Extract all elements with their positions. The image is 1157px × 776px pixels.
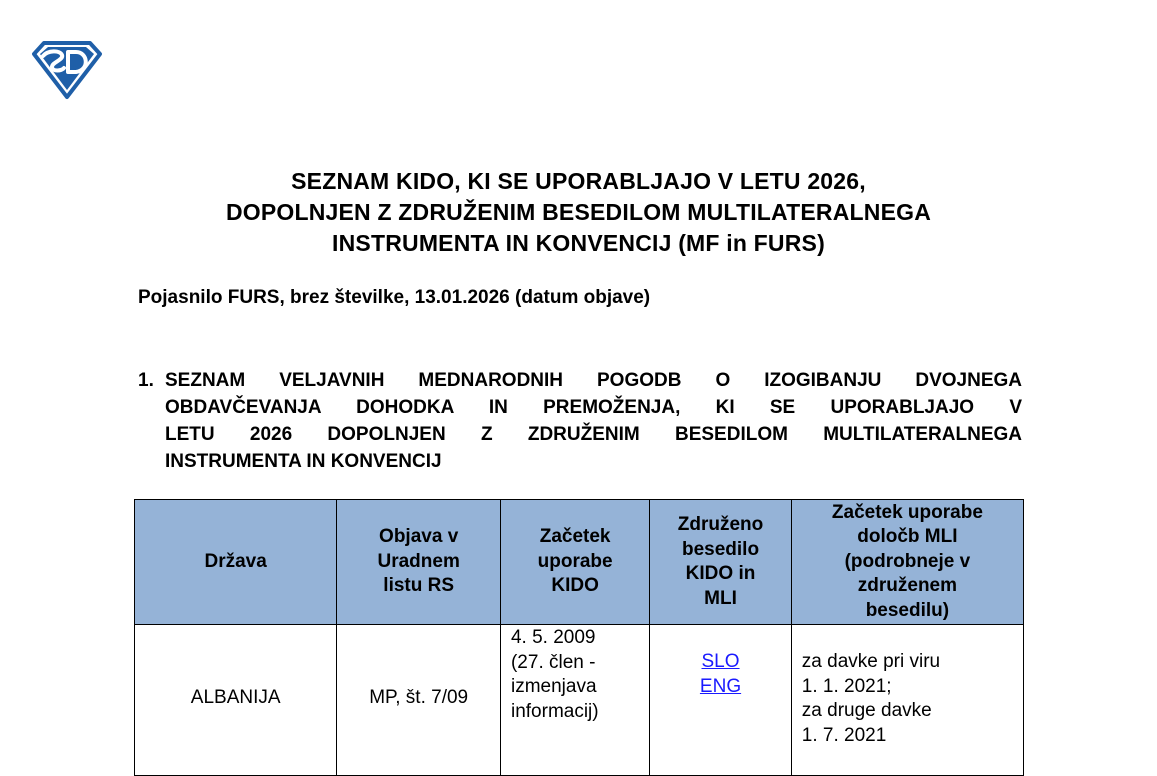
table-row (135, 625, 1024, 776)
section-line-4: INSTRUMENTA IN KONVENCIJ (165, 451, 442, 472)
header-zdruzeno-line: Združeno (677, 514, 764, 535)
treaty-table (134, 499, 1024, 776)
mli-start-line: za druge davke (801, 700, 932, 721)
furs-note: Pojasnilo FURS, brez številke, 13.01.2026 (datum objave) (138, 287, 651, 308)
header-objava-line: Uradnem (377, 550, 460, 572)
header-objava-line: listu RS (383, 575, 455, 597)
header-mli (791, 500, 1023, 625)
section-line-2: OBDAVČEVANJA DOHODKA IN PREMOŽENJA, KI SE UPORABLJAJO V (165, 397, 1022, 418)
header-zdruzeno-line: besedilo (681, 538, 760, 560)
section-line-3: LETU 2026 DOPOLNJEN Z ZDRUŽENIM BESEDILOM MULTILATERALNEGA (165, 424, 1022, 445)
link-eng[interactable]: ENG (699, 675, 742, 697)
link-block (658, 625, 783, 699)
start-date-line: izmenjava (510, 676, 597, 697)
header-mli-line: (podrobneje v (844, 550, 971, 572)
mli-start-line: 1. 1. 2021; (801, 675, 892, 697)
section-line-1: SEZNAM VELJAVNIH MEDNARODNIH POGODB O IZOGIBANJU DVOJNEGA (165, 370, 1022, 391)
header-zacetek-line: uporabe (537, 550, 613, 572)
mli-start-line: za davke pri viru (801, 651, 941, 672)
gazette-reference: MP, št. 7/09 (369, 687, 469, 708)
header-objava (337, 500, 501, 625)
cell-objava (337, 625, 501, 776)
start-date-line: 4. 5. 2009 (510, 627, 596, 648)
table-header-row (135, 500, 1024, 625)
country-name: ALBANIJA (190, 687, 281, 708)
cell-mli (791, 625, 1023, 776)
section-heading (138, 367, 1022, 475)
title-line-3: INSTRUMENTA IN KONVENCIJ (MF in FURS) (332, 230, 825, 256)
section-number: 1. (138, 370, 154, 391)
header-mli-line: Začetek uporabe (831, 501, 983, 523)
header-mli-line: določb MLI (857, 526, 958, 548)
header-objava-line: Objava v (379, 526, 459, 548)
cell-zacetek (500, 625, 649, 776)
link-slo[interactable]: SLO (701, 651, 740, 672)
header-drzava (135, 500, 337, 625)
mli-start-line: 1. 7. 2021 (801, 724, 887, 746)
sd-diamond-logo-icon (30, 40, 104, 100)
header-zacetek (500, 500, 649, 625)
header-zacetek-line: KIDO (551, 575, 599, 597)
cell-zdruzeno (650, 625, 792, 776)
mli-start-block (802, 625, 1015, 748)
header-zdruzeno (650, 500, 792, 625)
header-drzava-line: Država (204, 550, 267, 572)
header-zdruzeno-line: KIDO in (685, 563, 756, 584)
start-date-line: informacij) (510, 700, 599, 722)
cell-drzava (135, 625, 337, 776)
page-title (0, 166, 1157, 259)
title-line-1: SEZNAM KIDO, KI SE UPORABLJAJO V LETU 2026, (291, 168, 866, 194)
start-date-block (511, 625, 641, 724)
header-zdruzeno-line: MLI (704, 587, 737, 609)
header-mli-line: besedilu) (865, 599, 950, 621)
header-mli-line: združenem (857, 575, 958, 597)
title-line-2: DOPOLNJEN Z ZDRUŽENIM BESEDILOM MULTILATERALNEGA (225, 199, 932, 225)
start-date-line: (27. člen - (510, 651, 596, 673)
header-zacetek-line: Začetek (539, 526, 611, 548)
